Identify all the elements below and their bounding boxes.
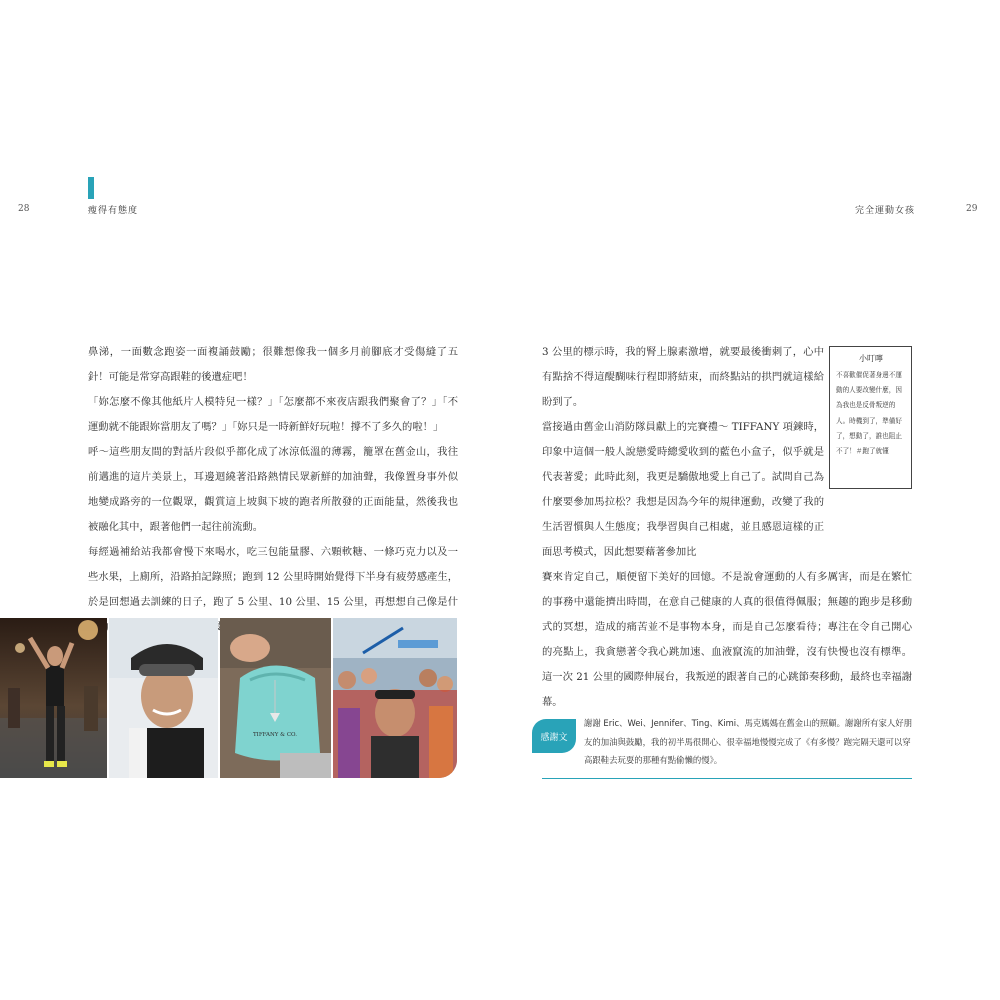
tip-box (829, 346, 912, 489)
accent-bar (88, 177, 94, 199)
paragraph: 鼻涕，一面數念跑姿一面複誦鼓勵；很難想像我一個多月前腳底才受傷縫了五針！可能是常穿高跟鞋的後遺症吧！ (88, 346, 458, 383)
thanks-text: 謝謝 Eric、Wei、Jennifer、Ting、Kimi、馬克媽媽在舊金山的照顧。謝謝所有家人好朋友的加油與鼓勵，我的初半馬很開心、很幸福地慢慢完成了《有多慢？跑完隔天還可以穿高跟鞋去玩耍的那種有點偷懶的慢》。 (584, 718, 912, 765)
tip-title: 小叮嚀 (859, 354, 883, 363)
paragraph: 當接過由舊金山消防隊員獻上的完賽禮～ TIFFANY 項鍊時，印象中這個一般人說戀愛時總愛收到的藍色小盒子，似乎就是代表著愛；此時此刻，我更是驕傲地愛上自己了。試問自己為什麼要參加馬拉松？我想是因為今年的規律運動，改變了我的生活習慣與人生態度；我學習與自己相處，並且感恩這樣的正面思考模式，因此想要藉著參加比 (542, 421, 824, 558)
paragraph: 3 公里的標示時，我的腎上腺素激增，就要最後衝刺了，心中有點捨不得這醍醐味行程即將結束，而終點站的拱門就這樣給盼到了。 (542, 346, 824, 408)
paragraph: 每經過補給站我都會慢下來喝水，吃三包能量膠、六顆軟糖、一條巧克力以及一些水果，上廁所，沿路拍記錄照；跑到 12 公里時開始覺得下半身有疲勞感產生，於是回想過去訓練的日子，跑了 5 公里、10 公里、15 公里，再想想自己像是什 (88, 546, 458, 608)
tiffany-pouch-photo (220, 618, 331, 778)
crowd-photo (333, 618, 457, 778)
night-runners-photo (0, 618, 107, 778)
selfie-visor-photo (109, 618, 218, 778)
paragraph: 「妳怎麼不像其他紙片人模特兒一樣？」「怎麼都不來夜店跟我們聚會了？」「不運動就不能跟妳當朋友了嗎？」「妳只是一時新鮮好玩啦！撐不了多久的啦！」 (88, 396, 458, 433)
tiffany-logo-text: TIFFANY & CO. (253, 732, 297, 738)
paragraph: 賽來肯定自己，順便留下美好的回憶。不是說會運動的人有多厲害，而是在繁忙的事務中還能擠出時間，在意自己健康的人真的很值得佩服；無趣的跑步是移動式的冥想，造成的痛苦並不是事物本身，而是自己怎麼看待；專注在令自己開心的亮點上，我貪戀著令我心跳加速、血液竄流的加油聲，沒有快慢也沒有標準。這一次 21 公里的國際伸展台，我叛逆的跟著自己的心跳節奏移動，最終也幸福謝幕。 (542, 571, 912, 708)
left-column (88, 340, 458, 640)
paragraph: 呼～這些朋友間的對話片段似乎都化成了冰涼低溫的薄霧，籠罩在舊金山，我往前邁進的這片美景上，耳邊迴繞著沿路熱情民眾新鮮的加油聲，我像置身事外似地變成路旁的一位觀眾，觀賞這上坡與下坡的跑者所散發的正面能量，然後我也被融化其中，跟著他們一起往前流動。 (88, 446, 458, 533)
left-running-title: 瘦得有態度 (88, 206, 139, 216)
left-page-number: 28 (18, 204, 30, 214)
right-running-title: 完全運動女孩 (855, 206, 916, 216)
right-page-number: 29 (966, 204, 978, 214)
tip-body: 不喜歡催促著身邊不運動的人要改變什麼，因為我也是反骨叛逆的人。時機到了，準備好了，想動了，誰也阻止不了！＃跑了就懂 (836, 371, 902, 456)
divider (542, 778, 912, 779)
thanks-badge: 感謝文 (532, 719, 576, 753)
